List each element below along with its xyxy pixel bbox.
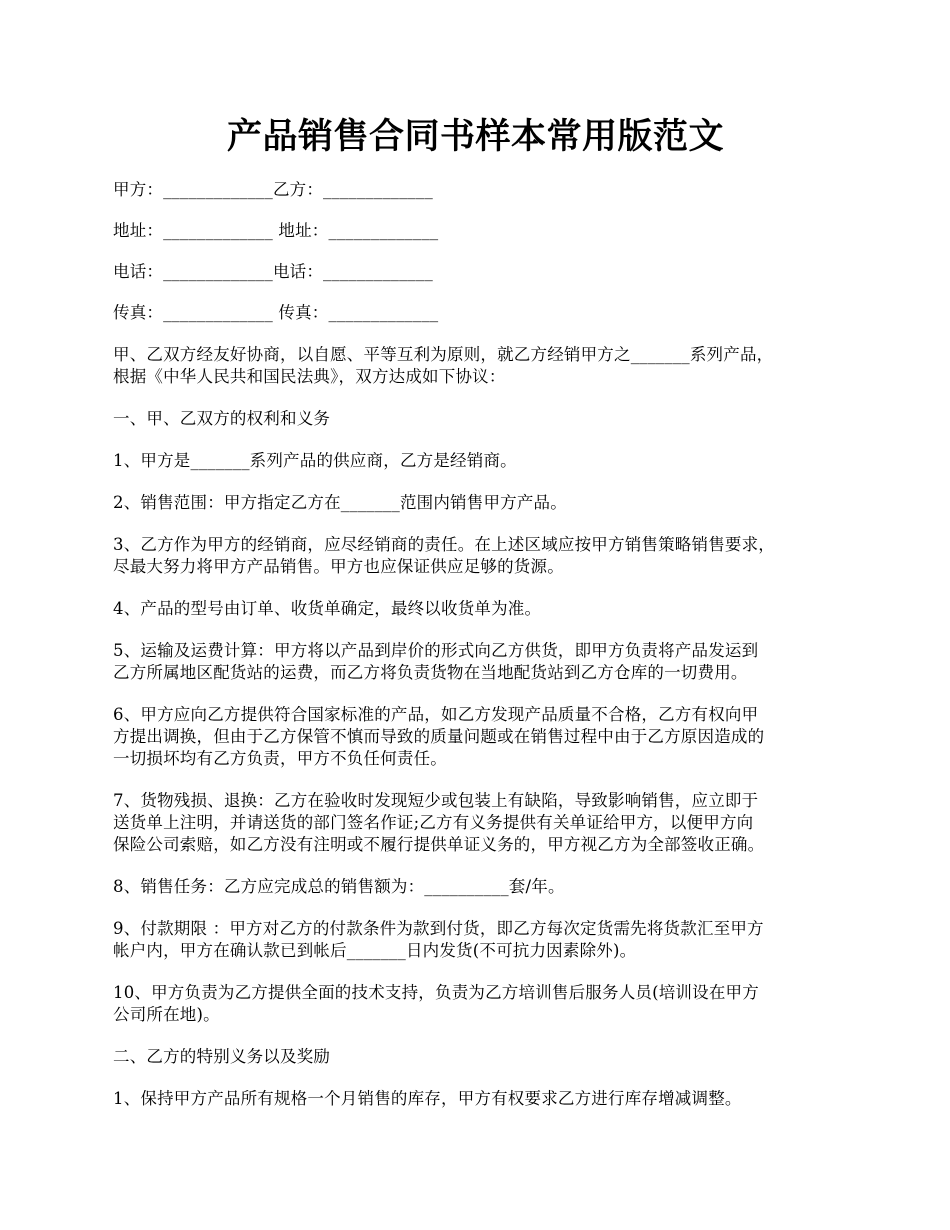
intro-line: 甲、乙双方经友好协商，以自愿、平等互利为原则，就乙方经销甲方之_______系列产品，: [113, 345, 774, 364]
clause-line: 尽最大努力将甲方产品销售。甲方也应保证供应足够的货源。: [113, 557, 564, 576]
clause-2: 2、销售范围：甲方指定乙方在_______范围内销售甲方产品。: [113, 493, 567, 512]
clause-line: 10、甲方负责为乙方提供全面的技术支持，负责为乙方培训售后服务人员(培训设在甲方: [113, 983, 759, 1002]
clause-line: 一切损坏均有乙方负责，甲方不负任何责任。: [113, 749, 447, 768]
clause-8: 8、销售任务：乙方应完成总的销售额为：__________套/年。: [113, 877, 565, 896]
clause-line: 乙方所属地区配货站的运费，而乙方将负责货物在当地配货站到乙方仓库的一切费用。: [113, 663, 748, 682]
document-page: [113, 0, 838, 1110]
clause-line: 公司所在地)。: [113, 1005, 220, 1024]
section2-clause-1: 1、保持甲方产品所有规格一个月销售的库存，甲方有权要求乙方进行库存增减调整。: [113, 1089, 742, 1108]
clause-7: [113, 790, 838, 856]
clause-3: [113, 534, 838, 578]
clause-line: 方提出调换，但由于乙方保管不慎而导致的质量问题或在销售过程中由于乙方原因造成的: [113, 727, 765, 746]
clause-line: 7、货物残损、退换：乙方在验收时发现短少或包装上有缺陷，导致影响销售，应立即于: [113, 791, 759, 810]
party-line-address: 地址：_____________ 地址：_____________: [113, 221, 439, 240]
clause-line: 帐户内，甲方在确认款已到帐后_______日内发货(不可抗力因素除外)。: [113, 941, 637, 960]
clause-6: [113, 704, 838, 770]
clause-1: 1、甲方是_______系列产品的供应商，乙方是经销商。: [113, 451, 517, 470]
party-line-fax: 传真：_____________ 传真：_____________: [113, 303, 439, 322]
clause-5: [113, 640, 838, 684]
clause-line: 9、付款期限 ：甲方对乙方的付款条件为款到付货，即乙方每次定货需先将货款汇至甲方: [113, 919, 764, 938]
clause-line: 6、甲方应向乙方提供符合国家标准的产品，如乙方发现产品质量不合格，乙方有权向甲: [113, 705, 759, 724]
section-heading-1: 一、甲、乙双方的权利和义务: [113, 409, 331, 428]
clause-9: [113, 918, 838, 962]
clause-10: [113, 982, 838, 1026]
intro-paragraph: [113, 344, 838, 388]
clause-line: 保险公司索赔，如乙方没有注明或不履行提供单证义务的，甲方视乙方为全部签收正确。: [113, 835, 765, 854]
intro-line: 根据《中华人民共和国民法典》，双方达成如下协议：: [113, 367, 506, 386]
party-line-phone: 电话：_____________电话：_____________: [113, 262, 433, 281]
section-heading-2: 二、乙方的特别义务以及奖励: [113, 1047, 331, 1066]
party-line-name: 甲方：_____________乙方：_____________: [113, 180, 433, 199]
document-title: 产品销售合同书样本常用版范文: [226, 116, 724, 157]
clause-line: 5、运输及运费计算：甲方将以产品到岸价的形式向乙方供货，即甲方负责将产品发运到: [113, 641, 759, 660]
clause-line: 3、乙方作为甲方的经销商，应尽经销商的责任。在上述区域应按甲方销售策略销售要求，: [113, 535, 775, 554]
clause-4: 4、产品的型号由订单、收货单确定，最终以收货单为准。: [113, 599, 542, 618]
clause-line: 送货单上注明，并请送货的部门签名作证;乙方有义务提供有关单证给甲方，以便甲方向: [113, 813, 754, 832]
